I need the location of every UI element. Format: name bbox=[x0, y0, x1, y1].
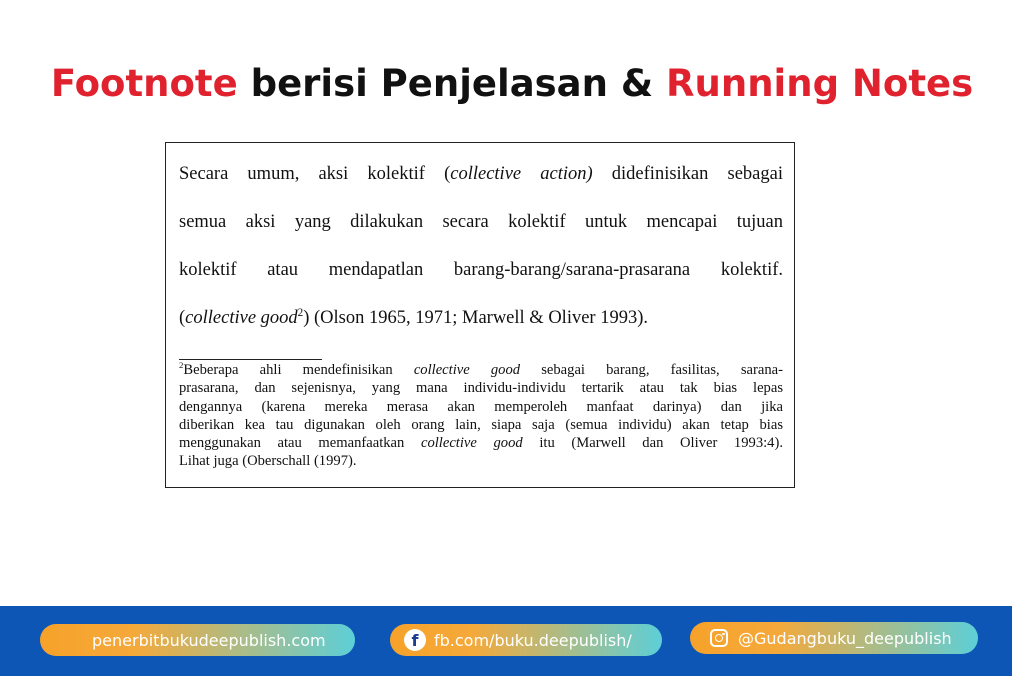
website-pill[interactable] bbox=[40, 624, 355, 656]
title-footnote: Footnote bbox=[50, 62, 238, 105]
page-title bbox=[0, 62, 1024, 105]
document-excerpt bbox=[165, 142, 795, 488]
footnote-line-5: menggunakan atau memanfaatkan collective good itu (Marwell dan Oliver 1993:4). bbox=[179, 435, 783, 452]
footer-bar bbox=[0, 606, 1012, 676]
footnote bbox=[179, 361, 783, 471]
footnote-line-3: dengannya (karena mereka merasa akan memperoleh manfaat darinya) dan jika bbox=[179, 398, 783, 415]
title-middle: berisi Penjelasan & bbox=[237, 62, 667, 105]
body-paragraph bbox=[179, 150, 783, 342]
instagram-text: @Gudangbuku_deepublish bbox=[738, 628, 952, 648]
body-line-4: (collective good$^2$) (Olson 1965, 1971; Marwell & Oliver 1993). bbox=[179, 306, 648, 328]
facebook-icon: f bbox=[404, 629, 426, 651]
website-text: penerbitbukudeepublish.com bbox=[92, 630, 326, 650]
footnote-line-6: Lihat juga (Oberschall (1997). bbox=[179, 453, 357, 470]
facebook-pill[interactable] bbox=[390, 624, 662, 656]
footnote-line-2: prasarana, dan sejenisnya, yang mana individu-individu tertarik atau tak bias lepas bbox=[179, 380, 783, 397]
body-line-1: Secara umum, aksi kolektif (collective action) didefinisikan sebagai bbox=[179, 164, 783, 184]
footnote-line-1: $^2$Beberapa ahli mendefinisikan collective good sebagai barang, fasilitas, sarana- bbox=[179, 360, 783, 378]
footnote-separator bbox=[179, 359, 322, 360]
body-line-2: semua aksi yang dilakukan secara kolektif untuk mencapai tujuan bbox=[179, 212, 783, 232]
footnote-line-4: diberikan kea tau digunakan oleh orang lain, siapa saja (semua individu) akan tetap bias bbox=[179, 416, 783, 433]
body-line-3: kolektif atau mendapatlan barang-barang/sarana-prasarana kolektif. bbox=[179, 260, 783, 280]
instagram-pill[interactable] bbox=[690, 622, 978, 654]
instagram-icon bbox=[710, 629, 728, 647]
facebook-text: fb.com/buku.deepublish/ bbox=[434, 630, 632, 650]
title-running-notes: Running Notes bbox=[666, 62, 974, 105]
